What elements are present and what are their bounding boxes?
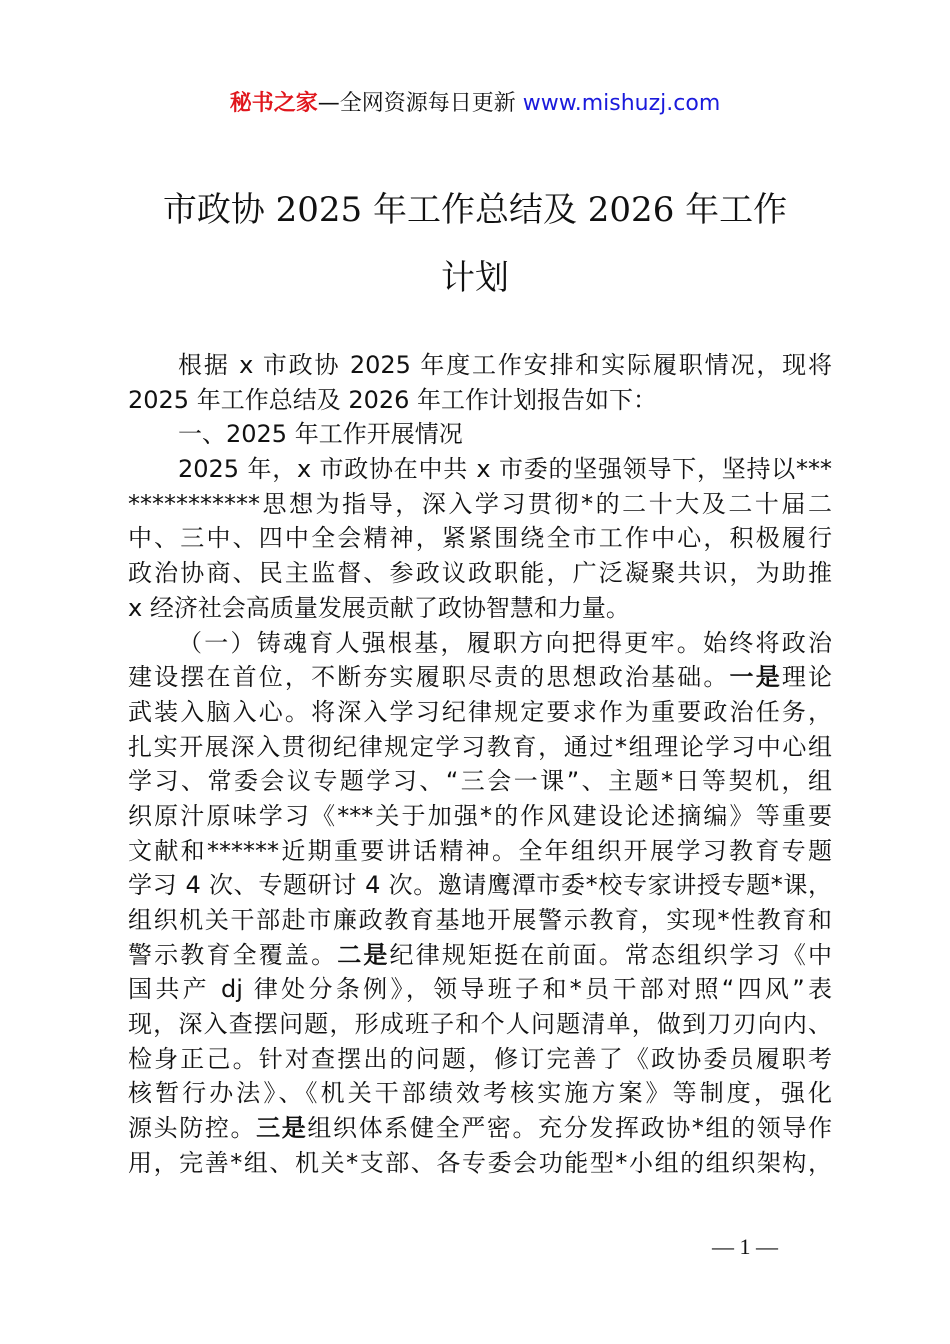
text-segment: 2025 年，x 市政协在中共 x 市委的坚强领导下，坚持以*** [178, 455, 832, 484]
text-segment: 纪律规矩挺在前面。常态组织学习《中 [389, 940, 833, 969]
page-number: — 1 — [712, 1234, 778, 1259]
bold-text: 二是 [337, 940, 390, 969]
text-line [128, 903, 832, 938]
text-segment: 学习 4 次、专题研讨 4 次。邀请鹰潭市委*校专家讲授专题*课， [128, 871, 832, 900]
text-segment: 织原汁原味学习《***关于加强*的作风建设论述摘编》等重要 [128, 801, 832, 830]
text-line [128, 730, 832, 765]
text-segment: ***********思想为指导，深入学习贯彻*的二十大及二十届二 [128, 489, 832, 518]
text-segment: 组织机关干部赴市廉政教育基地开展警示教育，实现*性教育和 [128, 906, 832, 934]
text-line [128, 1111, 832, 1146]
text-segment: 武装入脑入心。将深入学习纪律规定要求作为重要政治任务， [128, 697, 832, 726]
text-line [128, 972, 832, 1007]
text-segment: 理论 [781, 663, 833, 692]
text-segment: 2025 年工作总结及 2026 年工作计划报告如下： [128, 385, 658, 414]
text-line [128, 1146, 832, 1181]
site-url-link[interactable]: www.mishuzj.com [522, 91, 721, 116]
text-line [128, 1042, 832, 1077]
text-line [128, 417, 832, 452]
text-line [128, 1076, 832, 1111]
document-title-line-2: 计划 [441, 258, 509, 298]
text-line [128, 521, 832, 556]
text-segment: 检身正己。针对查摆出的问题，修订完善了《政协委员履职考 [128, 1044, 832, 1073]
banner-tagline: —全网资源每日更新 [317, 91, 523, 116]
text-line [128, 556, 832, 591]
text-segment: 核暂行办法》、《机关干部绩效考核实施方案》等制度，强化 [128, 1079, 832, 1108]
text-line [128, 591, 832, 626]
text-line [128, 348, 832, 383]
text-line [128, 695, 832, 730]
text-segment: 警示教育全覆盖。 [128, 940, 338, 969]
document-body [128, 348, 832, 1181]
text-line [128, 834, 832, 869]
text-segment: 源头防控。 [128, 1114, 257, 1143]
bold-text: 一是 [729, 663, 782, 692]
text-line [128, 799, 832, 834]
text-segment: 根据 x 市政协 2025 年度工作安排和实际履职情况，现将 [178, 351, 832, 379]
text-line [128, 383, 832, 418]
text-line [128, 868, 832, 903]
site-banner [0, 88, 950, 120]
text-segment: x 经济社会高质量发展贡献了政协智慧和力量。 [128, 593, 630, 622]
text-segment: 国共产 dj 律处分条例》，领导班子和*员干部对照“四风”表 [128, 975, 832, 1004]
text-segment: 中、三中、四中全会精神，紧紧围绕全市工作中心，积极履行 [128, 524, 832, 553]
document-title-line-1: 市政协 2025 年工作总结及 2026 年工作 [162, 190, 788, 230]
text-line [128, 938, 832, 973]
text-line [128, 660, 832, 695]
text-segment: （一）铸魂育人强根基，履职方向把得更牢。始终将政治 [178, 628, 832, 657]
text-line [128, 626, 832, 661]
text-segment: 一、2025 年工作开展情况 [178, 420, 463, 449]
text-segment: 组织体系健全严密。充分发挥政协*组的领导作 [307, 1114, 833, 1143]
text-segment: 建设摆在首位，不断夯实履职尽责的思想政治基础。 [128, 663, 730, 692]
text-line [128, 487, 832, 522]
bold-text: 三是 [256, 1114, 308, 1143]
brand-name: 秘书之家 [229, 91, 318, 116]
text-line [128, 764, 832, 799]
text-segment: 现，深入查摆问题，形成班子和个人问题清单，做到刀刃向内、 [128, 1010, 832, 1039]
text-segment: 文献和******近期重要讲话精神。全年组织开展学习教育专题 [128, 836, 832, 865]
text-segment: 学习、常委会议专题学习、“三会一课”、主题*日等契机，组 [128, 767, 832, 796]
text-line [128, 1007, 832, 1042]
text-line [128, 452, 832, 487]
text-segment: 用，完善*组、机关*支部、各专委会功能型*小组的组织架构， [128, 1148, 832, 1177]
text-segment: 政治协商、民主监督、参政议政职能，广泛凝聚共识，为助推 [128, 559, 832, 588]
text-segment: 扎实开展深入贯彻纪律规定学习教育，通过*组理论学习中心组 [128, 732, 832, 761]
